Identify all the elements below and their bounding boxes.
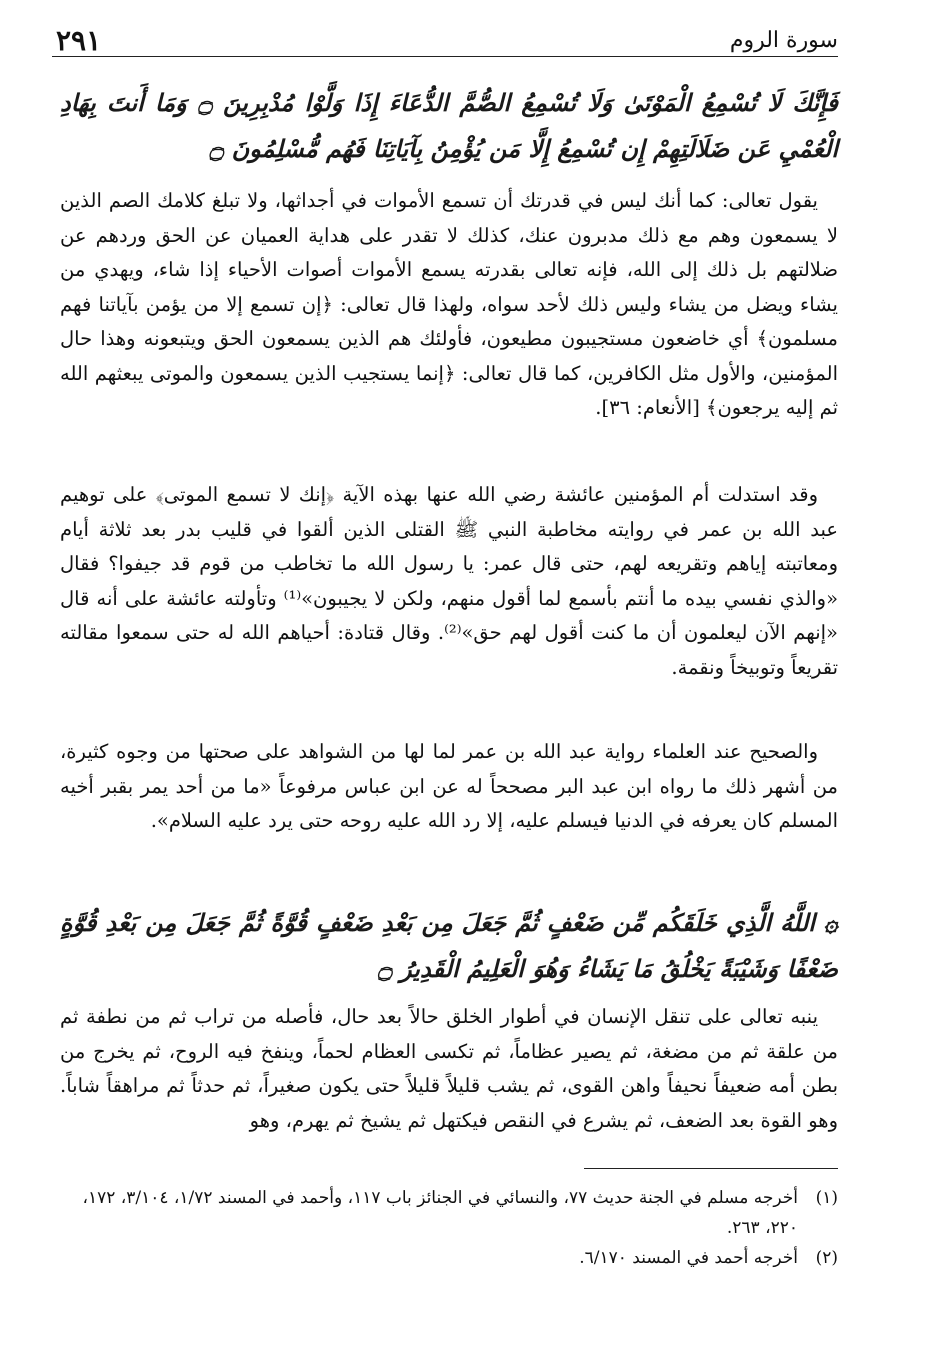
commentary-paragraph-2 [60, 478, 838, 685]
footnote-number: (١) [815, 1188, 838, 1208]
footnote-text: أخرجه مسلم في الجنة حديث ٧٧، والنسائي في الجنائز باب ١١٧، وأحمد في المسند ١/٧٢، ٣/١٠٤، ١٧٢، ٢٢٠، ٢٦٣. [82, 1188, 798, 1238]
surah-title: سورة الروم [729, 28, 838, 53]
commentary-paragraph-3 [60, 735, 838, 839]
commentary-paragraph-1 [60, 184, 838, 426]
paragraph-text: يقول تعالى: كما أنك ليس في قدرتك أن تسمع الأموات في أجداثها، ولا تبلغ كلامك الصم الذين لا يسمعون وهم مع ذلك مدبرون عنك، كذلك لا تقدر على هداية العميان عن الحق وردهم عن ضلالتهم بل ذلك إلى الله، فإنه تعالى بقدرته يسمع الأموات أصوات الأحياء إذا شاء، ويهدي من يشاء ويضل من يشاء وليس ذلك لأحد سواه، ولهذا قال تعالى: ﴿إن تسمع إلا من يؤمن بآياتنا فهم مسلمون﴾ أي خاضعون مستجيبون مطيعون، فأولئك هم الذين يسمعون الحق ويتبعونه وهذا حال المؤمنين، والأول مثل الكافرين، كما قال تعالى: ﴿إنما يستجيب الذين يسمعون والموتى يبعثهم الله ثم إليه يرجعون﴾ [الأنعام: ٣٦]. [60, 189, 838, 419]
footnote-number: (٢) [815, 1248, 838, 1268]
commentary-paragraph-4 [60, 1000, 838, 1138]
footnote-item [60, 1183, 838, 1243]
paragraph-text: والصحيح عند العلماء رواية عبد الله بن عمر لما لها من الشواهد على صحتها من وجوه كثيرة، من أشهر ذلك ما رواه ابن عبد البر مصححاً له عن ابن عباس مرفوعاً «ما من أحد يمر بقبر أخيه المسلم كان يعرفه في الدنيا فيسلم عليه، إلا رد الله عليه روحه حتى يرد عليه السلام». [60, 740, 838, 832]
footnote-text: أخرجه أحمد في المسند ٦/١٧٠. [579, 1248, 798, 1268]
paragraph-text: وقد استدلت أم المؤمنين عائشة رضي الله عنها بهذه الآية ﴿إنك لا تسمع الموتى﴾ على توهيم عبد الله بن عمر في روايته مخاطبة النبي ﷺ القتلى الذين ألقوا في قليب بدر بعد ثلاثة أيام ومعاتبته إياهم وتقريعه لهم، حتى قال عمر: يا رسول الله ما تخاطب من قوم قد جيفوا؟ فقال «والذي نفسي بيده ما أنتم بأسمع لما أقول منهم، ولكن لا يجيبون»⁽¹⁾ وتأولته عائشة على أنه قال «إنهم الآن ليعلمون أن ما كنت أقول لهم حق»⁽²⁾. وقال قتادة: أحياهم الله له حتى سمعوا مقالته تقريعاً وتوبيخاً ونقمة. [60, 483, 838, 679]
footnote-item [60, 1243, 838, 1273]
quran-verse-1: فَإِنَّكَ لَا تُسْمِعُ الْمَوْتَىٰ وَلَا تُسْمِعُ الصُّمَّ الدُّعَاءَ إِذَا وَلَّوْا مُدْبِرِينَ ۝ وَمَا أَنتَ بِهَادِ الْعُمْيِ عَن ضَلَالَتِهِمْ إِن تُسْمِعُ إِلَّا مَن يُؤْمِنُ بِآيَاتِنَا فَهُم مُّسْلِمُونَ ۝ [60, 88, 839, 163]
quran-verse-2: ۞ اللَّهُ الَّذِي خَلَقَكُم مِّن ضَعْفٍ ثُمَّ جَعَلَ مِن بَعْدِ ضَعْفٍ قُوَّةً ثُمَّ جَعَلَ مِن بَعْدِ قُوَّةٍ ضَعْفًا وَشَيْبَةً يَخْلُقُ مَا يَشَاءُ وَهُوَ الْعَلِيمُ الْقَدِيرُ ۝ [60, 908, 838, 983]
footnote-divider [584, 1168, 838, 1169]
page-header [52, 22, 838, 57]
paragraph-text: ينبه تعالى على تنقل الإنسان في أطوار الخلق حالاً بعد حال، فأصله من تراب ثم من نطفة ثم من علقة ثم من مضغة، ثم يصير عظاماً، ثم تكسى العظام لحماً، وينفخ فيه الروح، ثم يخرج من بطن أمه ضعيفاً نحيفاً واهن القوى، ثم يشب قليلاً قليلاً حتى يكون صغيراً، ثم حدثاً ثم مراهقاً شاباً. وهو القوة بعد الضعف، ثم يشرع في النقص فيكتهل ثم يشيخ ثم يهرم، وهو [60, 1005, 838, 1132]
footnotes [60, 1183, 838, 1273]
page-number: ٢٩١ [56, 24, 102, 57]
